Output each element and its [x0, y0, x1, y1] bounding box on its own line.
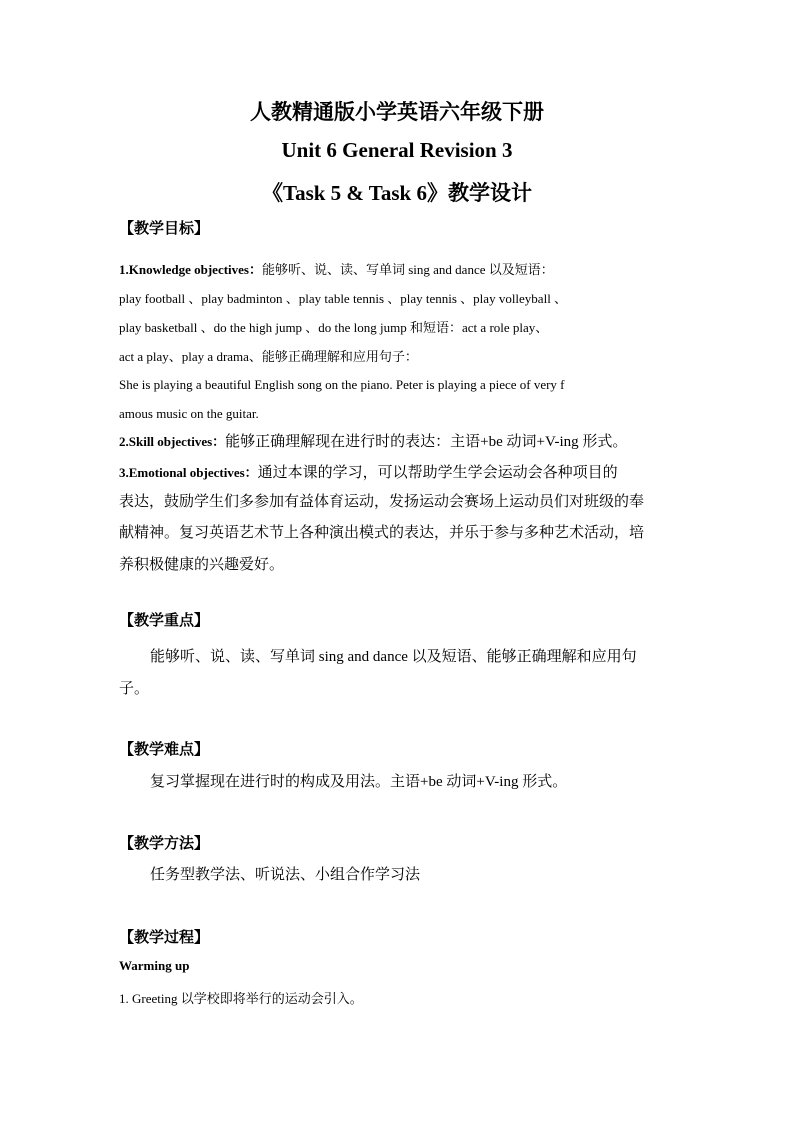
task-title: 《Task 5 & Task 6》教学设计 [262, 181, 532, 205]
skill-text: 能够正确理解现在进行时的表达：主语+be 动词+V-ing 形式。 [225, 434, 628, 450]
sentence-line-1: She is playing a beautiful English song on the piano. Peter is playing a piece of very f [119, 377, 565, 392]
phrases-line-1: play football 、play badminton 、play table tennis 、play tennis 、play volleyball 、 [119, 291, 568, 306]
emotional-text-4: 养积极健康的兴趣爱好。 [119, 557, 285, 573]
process-step-1: 1. Greeting 以学校即将举行的运动会引入。 [119, 991, 363, 1006]
key-points-line-1: 能够听、说、读、写单词 sing and dance 以及短语、能够正确理解和应用句 [150, 649, 637, 665]
difficulties-line-1: 复习掌握现在进行时的构成及用法。主语+be 动词+V-ing 形式。 [150, 774, 568, 790]
key-points-line-2: 子。 [119, 681, 150, 697]
skill-objectives [119, 430, 627, 451]
key-points-heading: 【教学重点】 [119, 613, 210, 629]
warmup-heading: Warming up [119, 958, 190, 973]
methods-line-1: 任务型教学法、听说法、小组合作学习法 [150, 867, 421, 883]
knowledge-objectives [119, 259, 554, 278]
emotional-text-3: 献精神。复习英语艺术节上各种演出模式的表达，并乐于参与多种艺术活动，培 [119, 525, 645, 541]
emotional-text-1: 通过本课的学习，可以帮助学生学会运动会各种项目的 [257, 465, 618, 481]
knowledge-text: 能够听、说、读、写单词 sing and dance 以及短语： [261, 262, 554, 277]
emotional-label: 3.Emotional objectives： [119, 465, 258, 480]
knowledge-label: 1.Knowledge objectives： [119, 262, 262, 277]
emotional-objectives [119, 461, 618, 482]
document-title: 人教精通版小学英语六年级下册 [250, 100, 544, 124]
emotional-text-2: 表达，鼓励学生们多参加有益体育运动，发扬运动会赛场上运动员们对班级的奉 [119, 494, 645, 510]
methods-heading: 【教学方法】 [119, 836, 210, 852]
objectives-heading: 【教学目标】 [119, 221, 210, 237]
phrases-line-2: play basketball 、do the high jump 、do the long jump 和短语：act a role play、 [119, 320, 549, 335]
difficulties-heading: 【教学难点】 [119, 742, 210, 758]
sentence-line-2: amous music on the guitar. [119, 406, 259, 421]
skill-label: 2.Skill objectives： [119, 434, 226, 449]
phrases-line-3: act a play、play a drama、能够正确理解和应用句子： [119, 349, 418, 364]
unit-title: Unit 6 General Revision 3 [281, 138, 513, 162]
process-heading: 【教学过程】 [119, 930, 210, 946]
